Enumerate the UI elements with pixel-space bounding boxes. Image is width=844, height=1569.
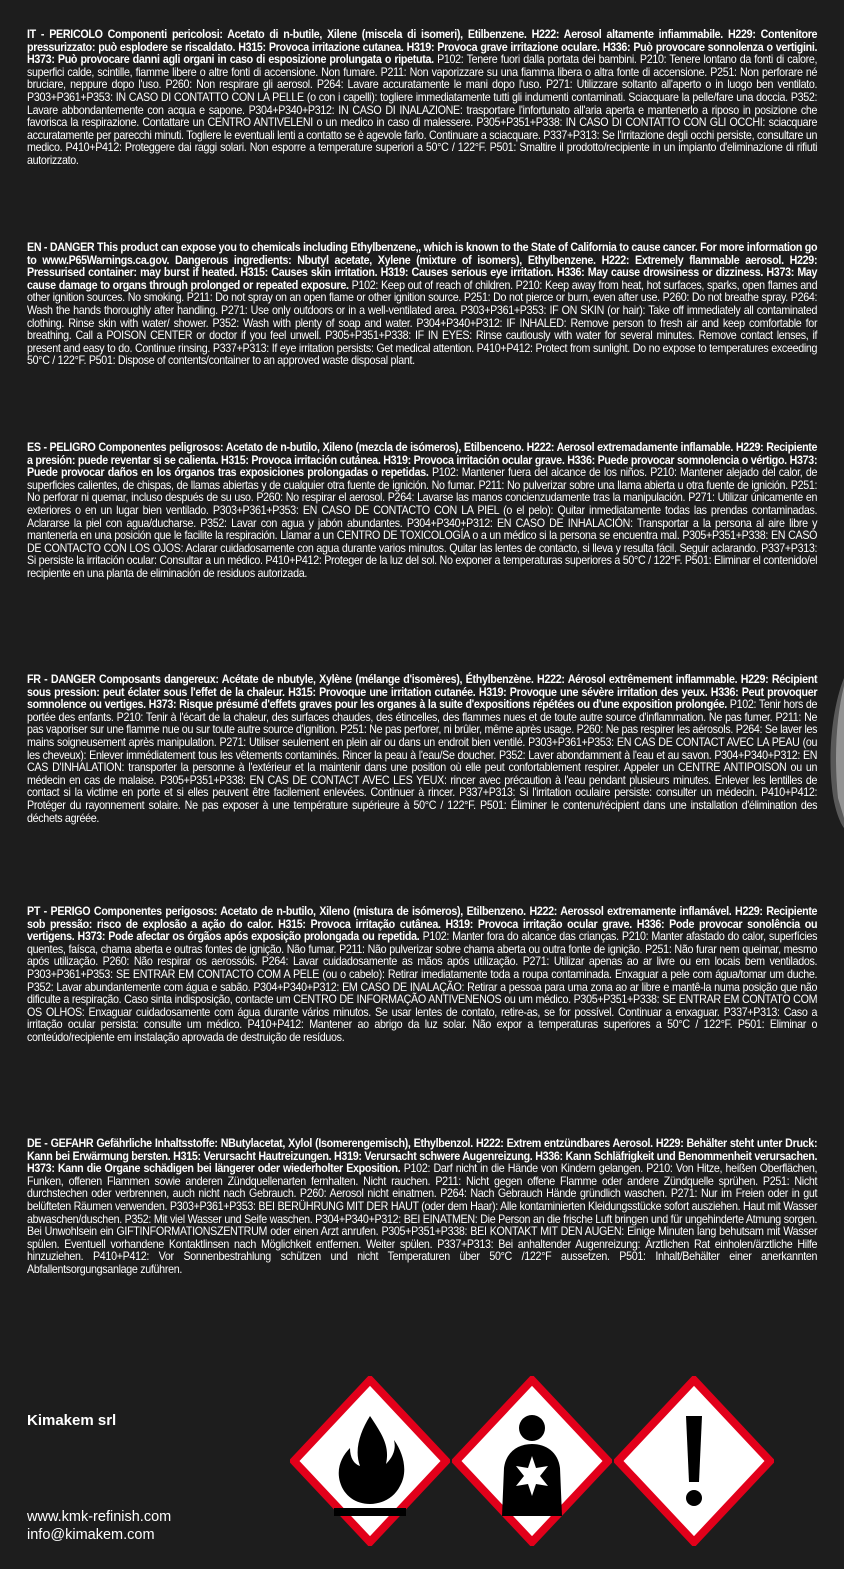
section-pt (27, 905, 817, 1044)
section-en-warning: EN - DANGER This product can expose you to chemicals including Ethylbenzene,, which is known to the State of California to cause cancer. For more information go to www.P65Warnings.ca.gov. Dangerous ingredients: Nbutyl acetate, Xylene (mixture of isomers), Ethylbenzene. H222: Extremely flammable aerosol. H229: Pressurised container: may burst if heated. H315: Causes skin irritation. H319: Causes serious eye irritation. H336: May cause drowsiness or dizziness. H373: May cause damage to organs through prolonged or repeated exposure. (27, 240, 818, 292)
email-link[interactable]: info@kimakem.com (27, 1527, 155, 1543)
section-fr (27, 673, 817, 824)
section-es-warning: ES - PELIGRO Componentes peligrosos: Acetato de n-butilo, Xileno (mezcla de isómeros), Etilbenceno. H222: Aerosol extremadamente inflamable. H229: Recipiente a presión: puede reventar si se calienta. H315: Provoca irritación cutánea. H319: Provoca irritación ocular grave. H336: Puede provocar somnolencia o vértigo. H373: Puede provocar daños en los órganos tras exposiciones prolongadas o repetidas. (27, 440, 818, 480)
decorative-swirl (828, 678, 844, 828)
health-hazard-icon (452, 1376, 612, 1546)
section-fr-body: P102: Tenir hors de portée des enfants. P210: Tenir à l'écart de la chaleur, des surfaces chaudes, des étincelles, des flammes nues et de toute autre source d'inflammation. Ne pas fumer. P211: Ne pas vaporiser sur une flamme nue ou sur toute autre source d'ignition. P251: Ne pas perforer, ni brûler, même après usage. P260: Ne pas respirer les aérosols. P264: Se laver les mains soigneusement après manipulation. P271: Utiliser seulement en plein air ou dans un endroit bien ventilé. P303+P361+P353: EN CAS DE CONTACT AVEC LA PEAU (ou les cheveux): Enlever immédiatement tous les vêtements contaminés. Rincer la peau à l'eau/Se doucher. P352: Laver abondamment à l'eau et au savon. P304+P340+P312: EN CAS D'INHALATION: transporter la personne à l'extérieur et la maintenir dans une position où elle peut confortablement respirer. Appeler un CENTRE ANTIPOISON ou un médecin en cas de malaise. P305+P351+P338: EN CAS DE CONTACT AVEC LES YEUX: rincer avec précaution à l'eau pendant plusieurs minutes. Enlever les lentilles de contact si la victime en porte et si elles peuvent être facilement enlevées. Continuer à rincer. P337+P313: Si l'irritation oculaire persiste: consulter un médecin. P410+P412: Protéger du rayonnement solaire. Ne pas exposer à une température supérieure à 50°C / 122°F. P501: Éliminer le contenu/récipient dans une installation d'élimination des déchets agréée. (27, 697, 818, 825)
exclamation-icon (614, 1376, 774, 1546)
company-name: Kimakem srl (27, 1412, 117, 1429)
section-de-body: P102: Darf nicht in die Hände von Kindern gelangen. P210: Von Hitze, heißen Oberflächen, Funken, offenen Flammen sowie anderen Zündquellenarten fernhalten. Nicht rauchen. P211: Nicht gegen offene Flamme oder andere Zündquelle sprühen. P251: Nicht durchstechen oder verbrennen, auch nicht nach Gebrauch. P260: Aerosol nicht einatmen. P264: Nach Gebrauch Hände gründlich waschen. P271: Nur im Freien oder in gut belüfteten Räumen verwenden. P303+P361+P353: BEI BERÜHRUNG MIT DER HAUT (oder dem Haar): Alle kontaminierten Kleidungsstücke sofort ausziehen. Haut mit Wasser abwaschen/duschen. P352: Mit viel Wasser und Seife waschen. P304+P340+P312: BEI EINATMEN: Die Person an die frische Luft bringen und für ungehinderte Atmung sorgen. Bei Unwohlsein ein GIFTINFORMATIONSZENTRUM oder einen Arzt anrufen. P305+P351+P338: BEI KONTAKT MIT DEN AUGEN: Einige Minuten lang behutsam mit Wasser spülen. Eventuell vorhandene Kontaktlinsen nach Möglichkeit entfernen. Weiter spülen. P337+P313: Bei anhaltender Augenreizung: Ärztlichen Rat einholen/ärztliche Hilfe hinzuziehen. P410+P412: Vor Sonnenbestrahlung schützen und nicht Temperaturen über 50°C /122°F aussetzen. P501: Inhalt/Behälter einer anerkannten Abfallentsorgungsanlage zuführen. (27, 1161, 818, 1276)
section-it (27, 28, 817, 167)
section-es-body: P102: Mantener fuera del alcance de los niños. P210: Mantener alejado del calor, de superficies calientes, de chispas, de llamas abiertas y de cualquier otra fuente de ignición. No fumar. P211: No pulverizar sobre una llama abierta u otra fuente de ignición. P251: No perforar ni quemar, incluso después de su uso. P260: No respirar el aerosol. P264: Lavarse las manos concienzudamente tras la manipulación. P271: Utilizar únicamente en exteriores o en un lugar bien ventilado. P303+P361+P353: EN CASO DE CONTACTO CON LA PIEL (o el pelo): Quitar inmediatamente todas las prendas contaminadas. Aclararse la piel con agua/ducharse. P352: Lavar con agua y jabón abundantes. P304+P340+P312: EN CASO DE INHALACIÓN: Transportar a la persona al aire libre y mantenerla en una posición que le facilite la respiración. Llamar a un CENTRO DE TOXICOLOGÍA o a un médico si la persona se encuentra mal. P305+P351+P338: EN CASO DE CONTACTO CON LOS OJOS: Aclarar cuidadosamente con agua durante varios minutos. Quitar las lentes de contacto, si lleva y resulta fácil. Seguir aclarando. P337+P313: Si persiste la irritación ocular: Consultar a un médico. P410+P412: Proteger de la luz del sol. No exponer a temperaturas superiores a 50°C / 122°F. P501: Eliminar el contenido/el recipiente en una planta de eliminación de residuos autorizada. (27, 465, 818, 580)
section-es (27, 441, 817, 580)
flame-icon (290, 1376, 450, 1546)
section-de-warning: DE - GEFAHR Gefährliche Inhaltsstoffe: NButylacetat, Xylol (Isomerengemisch), Ethylbenzol. H222: Extrem entzündbares Aerosol. H229: Behälter steht unter Druck: Kann bei Erwärmung bersten. H315: Verursacht Hautreizungen. H319: Verursacht schwere Augenreizung. H336: Kann Schläfrigkeit und Benommenheit verursachen. H373: Kann die Organe schädigen bei längerer oder wiederholter Exposition. (27, 1136, 818, 1176)
section-en (27, 241, 817, 367)
section-it-body: P102: Tenere fuori dalla portata dei bambini. P210: Tenere lontano da fonti di calore, superfici calde, scintille, fiamme libere o altre fonti di accensione. Non fumare. P211: Non vaporizzare su una fiamma libera o altra fonte di accensione. P251: Non perforare né bruciare, neppure dopo l'uso. P260: Non respirare gli aerosol. P264: Lavare accuratamente le mani dopo l'uso. P271: Utilizzare soltanto all'aperto o in luogo ben ventilato. P303+P361+P353: IN CASO DI CONTATTO CON LA PELLE (o con i capelli): togliere immediatamente tutti gli indumenti contaminati. Sciacquare la pelle/fare una doccia. P352: Lavare abbondantemente con acqua e sapone. P304+P340+P312: IN CASO DI INALAZIONE: trasportare l'infortunato all'aria aperta e mantenerlo a riposo in posizione che favorisca la respirazione. Contattare un CENTRO ANTIVELENI o un medico in caso di malessere. P305+P351+P338: IN CASO DI CONTATTO CON GLI OCCHI: sciacquare accuratamente per parecchi minuti. Togliere le eventuali lenti a contatto se è agevole farlo. Continuare a sciacquare. P337+P313: Se l'irritazione degli occhi persiste, consultare un medico. P410+P412: Proteggere dai raggi solari. Non esporre a temperature superiori a 50°C / 122°F. P501: Smaltire il prodotto/recipiente in un impianto d'eliminazione di rifiuti autorizzato. (27, 52, 818, 167)
section-fr-warning: FR - DANGER Composants dangereux: Acétate de nbutyle, Xylène (mélange d'isomères), Éthylbenzène. H222: Aérosol extrêmement inflammable. H229: Récipient sous pression: peut éclater sous l'effet de la chaleur. H315: Provoque une irritation cutanée. H319: Provoque une sévère irritation des yeux. H336: Peut provoquer somnolence ou vertiges. H373: Risque présumé d'effets graves pour les organes à la suite d'expositions répétées ou d'une exposition prolongée. (27, 672, 818, 712)
section-de (27, 1137, 817, 1276)
section-pt-warning: PT - PERIGO Componentes perigosos: Acetato de n-butilo, Xileno (mistura de isómeros), Etilbenzeno. H222: Aerossol extremamente inflamável. H229: Recipiente sob pressão: risco de explosão a ação do calor. H315: Provoca irritação cutânea. H319: Provoca irritação ocular grave. H336: Pode provocar sonolência ou vertigens. H373: Pode afectar os órgãos após exposição prolongada ou repetida. (27, 904, 818, 944)
section-it-warning: IT - PERICOLO Componenti pericolosi: Acetato di n-butile, Xilene (miscela di isomeri), Etilbenzene. H222: Aerosol altamente infiammabile. H229: Contenitore pressurizzato: può esplodere se riscaldato. H315: Provoca irritazione cutanea. H319: Provoca grave irritazione oculare. H336: Può provocare sonnolenza o vertigini. H373: Può provocare danni agli organi in caso di esposizione prolungata o ripetuta. (27, 27, 818, 67)
website-link[interactable]: www.kmk-refinish.com (27, 1509, 172, 1525)
section-en-body: P102: Keep out of reach of children. P210: Keep away from heat, hot surfaces, sparks, open flames and other ignition sources. No smoking. P211: Do not spray on an open flame or other ignition source. P251: Do not pierce or burn, even after use. P260: Do not breathe spray. P264: Wash the hands thoroughly after handling. P271: Use only outdoors or in a well-ventilated area. P303+P361+P353: IF ON SKIN (or hair): Take off immediately all contaminated clothing. Rinse skin with water/ shower. P352: Wash with plenty of soap and water. P304+P340+P312: IF INHALED: Remove person to fresh air and keep comfortable for breathing. Call a POISON CENTER or doctor if you feel unwell. P305+P351+P338: IF IN EYES: Rinse cautiously with water for several minutes. Remove contact lenses, if present and easy to do. Continue rinsing. P337+P313: If eye irritation persists: Get medical attention. P410+P412: Protect from sunlight. Do no expose to temperatures exceeding 50°C / 122°F. P501: Dispose of contents/container to an approved waste disposal plant. (27, 277, 818, 368)
section-pt-body: P102: Manter fora do alcance das crianças. P210: Manter afastado do calor, superfícies quentes, faísca, chama aberta e outras fontes de ignição. Não fumar. P211: Não pulverizar sobre chama aberta ou outra fonte de ignição. P251: Não furar nem queimar, mesmo após utilização. P260: Não respirar os aerossóis. P264: Lavar cuidadosamente as mãos após utilização. P271: Utilizar apenas ao ar livre ou em locais bem ventilados. P303+P361+P353: SE ENTRAR EM CONTACTO COM A PELE (ou o cabelo): Retirar imediatamente toda a roupa contaminada. Enxaguar a pele com água/tomar um duche. P352: Lavar abundantemente com água e sabão. P304+P340+P312: EM CASO DE INALAÇÃO: Retirar a pessoa para uma zona ao ar libre e mantê-la numa posição que não dificulte a respiração. Caso sinta indisposição, contacte um CENTRO DE INFORMAÇÃO ANTIVENENOS ou um médico. P305+P351+P338: SE ENTRAR EM CONTATO COM OS OLHOS: Enxaguar cuidadosamente com água durante vários minutos. Se usar lentes de contato, retire-as, se for possível. Continuar a enxaguar. P337+P313: Caso a irritação ocular persista: consulte um médico. P410+P412: Mantener ao abrigo da luz solar. Não expor a temperaturas superiores a 50°C / 122°F. P501: Eliminar o conteúdo/recipiente em instalação aprovada de destruição de resíduos. (27, 929, 818, 1044)
